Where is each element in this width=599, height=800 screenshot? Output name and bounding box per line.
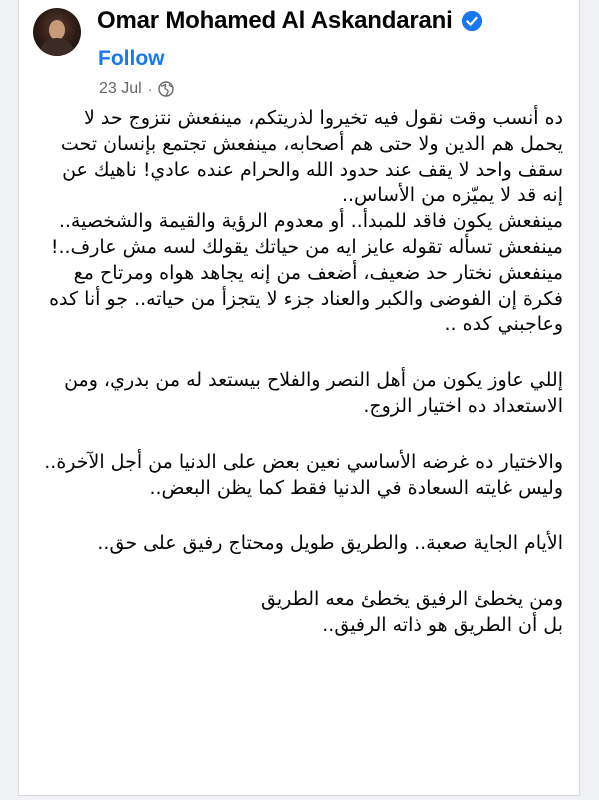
post-paragraph: مينفعش نختار حد ضعيف، أضعف من إنه يجاهد هواه ومرتاح مع فكرة إن الفوضى والكبر والعناد جزء لا يتجزأ من حياته.. جو أنا كده وعاجبني كده .. [49, 261, 563, 336]
post-paragraph: وليس غايته السعادة في الدنيا فقط كما يظن البعض.. [149, 476, 563, 499]
post-paragraph: ده أنسب وقت نقول فيه تخيروا لذريتكم، مينفعش نتزوج حد لا يحمل هم الدين ولا حتى هم أصحابه، مينفعش تجتمع بإنسان تحت سقف واحد لا يقف عند حدود الله والحرام عنده عادي! ناهيك عن إنه قد لا يميّزه من الأساس.. [60, 107, 563, 207]
paragraph-gap [43, 420, 563, 450]
post-paragraph: والاختيار ده غرضه الأساسي نعين بعض على الدنيا من أجل الآخرة.. [44, 450, 563, 473]
author-row [97, 6, 483, 36]
paragraph-gap [43, 338, 563, 368]
post-body [43, 106, 563, 639]
paragraph-gap [43, 501, 563, 531]
avatar-face [49, 20, 65, 40]
post-paragraph: ومن يخطئ الرفيق يخطئ معه الطريق [261, 588, 563, 611]
globe-icon[interactable] [158, 81, 174, 97]
post-meta [99, 80, 174, 98]
post-card [18, 0, 580, 796]
avatar-body [41, 38, 73, 56]
post-paragraph: مينفعش تسأله تقوله عايز ايه من حياتك يقولك لسه مش عارف..! [50, 235, 563, 258]
meta-separator: · [147, 81, 153, 97]
follow-button[interactable]: Follow [98, 47, 165, 70]
verified-badge-icon [461, 10, 483, 32]
post-paragraph: إللي عاوز يكون من أهل النصر والفلاح بيستعد له من بدري، ومن الاستعداد ده اختيار الزوج. [64, 369, 563, 417]
post-date[interactable]: 23 Jul [99, 80, 142, 97]
post-paragraph: بل أن الطريق هو ذاته الرفيق.. [322, 613, 563, 636]
author-name[interactable]: Omar Mohamed Al Askandarani [97, 7, 453, 34]
post-paragraph: الأيام الجاية صعبة.. والطريق طويل ومحتاج رفيق على حق.. [97, 532, 563, 555]
paragraph-gap [43, 557, 563, 587]
author-avatar[interactable] [33, 8, 81, 56]
post-paragraph: مينفعش يكون فاقد للمبدأ.. أو معدوم الرؤية والقيمة والشخصية.. [58, 210, 563, 233]
